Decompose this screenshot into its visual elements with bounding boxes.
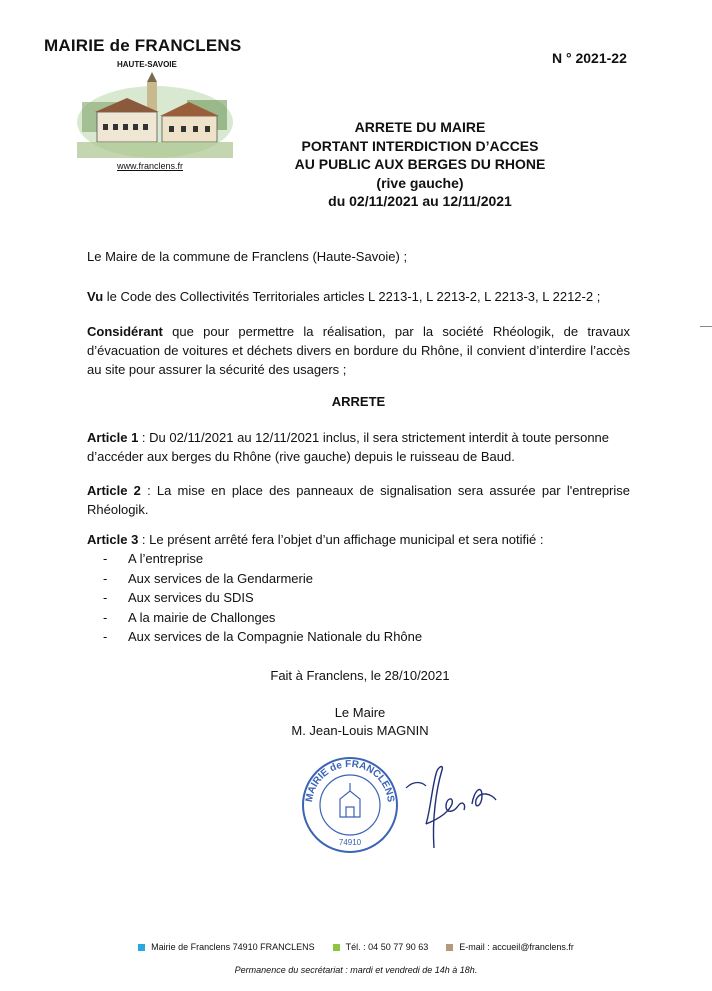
decree-title (270, 118, 570, 211)
margin-mark (700, 326, 712, 327)
list-dash: - (103, 629, 108, 644)
list-dash: - (103, 551, 108, 566)
place-date: Fait à Franclens, le 28/10/2021 (270, 668, 450, 683)
brown-square-icon (446, 944, 453, 951)
vu-label: Vu (87, 289, 104, 304)
list-item-text: A l’entreprise (128, 551, 204, 566)
footer-phone-text: Tél. : 04 50 77 90 63 (345, 942, 429, 952)
green-square-icon (333, 944, 340, 951)
decree-title-line: ARRETE DU MAIRE (354, 119, 486, 135)
list-dash: - (103, 590, 108, 605)
footer-phone (333, 942, 429, 952)
article-2-text: : La mise en place des panneaux de signalisation sera assurée par l'entreprise Rhéologik. (87, 483, 630, 517)
office-hours: Permanence du secrétariat : mardi et vendredi de 14h à 18h. (234, 965, 478, 975)
article-3 (87, 530, 630, 549)
list-item (103, 608, 422, 628)
list-dash: - (103, 570, 108, 586)
article-1-text: : Du 02/11/2021 au 12/11/2021 inclus, il sera strictement interdit à toute personne d’accéder aux berges du Rhône (rive gauche) depuis le ruisseau de Baud. (87, 430, 610, 464)
footer-email (446, 942, 574, 952)
document-number: N ° 2021-22 (552, 50, 627, 66)
mayor-name: M. Jean-Louis MAGNIN (291, 723, 429, 738)
footer-address (138, 942, 315, 952)
decree-title-line: du 02/11/2021 au 12/11/2021 (328, 193, 512, 209)
decree-title-line: (rive gauche) (376, 174, 464, 191)
list-dash: - (103, 609, 108, 625)
intro-paragraph: Le Maire de la commune de Franclens (Haute-Savoie) ; (87, 249, 408, 264)
considerant-text: que pour permettre la réalisation, par la société Rhéologik, de travaux d’évacuation de voitures et déchets divers en bordure du Rhône, il convient d’interdire l’accès au site pour assurer la sécurité des usagers ; (87, 324, 630, 377)
region-subtitle: HAUTE-SAVOIE (117, 60, 177, 69)
article-1-label: Article 1 (87, 430, 139, 445)
article-1 (87, 428, 630, 466)
list-item-text: Aux services de la Compagnie Nationale du Rhône (128, 629, 423, 644)
considerant-label: Considérant (87, 324, 163, 339)
decree-title-line: PORTANT INTERDICTION D’ACCES (301, 137, 539, 154)
mairie-title: MAIRIE de FRANCLENS (44, 36, 242, 55)
article-3-text: : Le présent arrêté fera l’objet d’un affichage municipal et sera notifié : (138, 532, 544, 547)
list-item (103, 549, 422, 569)
list-item-text: Aux services de la Gendarmerie (128, 570, 313, 586)
website-link[interactable]: www.franclens.fr (117, 161, 184, 171)
mayor-role: Le Maire (334, 705, 386, 720)
considerant-paragraph (87, 322, 630, 379)
footer-contact (0, 942, 712, 952)
article-2 (87, 481, 630, 519)
list-item (103, 569, 422, 589)
footer-address-text: Mairie de Franclens 74910 FRANCLENS (151, 942, 315, 952)
village-illustration (77, 72, 233, 158)
svg-text:MAIRIE de FRANCLENS (304, 759, 396, 803)
arrete-heading: ARRETE (331, 394, 386, 409)
footer-email-text[interactable]: E-mail : accueil@franclens.fr (459, 942, 574, 952)
seal-postcode: 74910 (338, 838, 362, 847)
vu-text: le Code des Collectivités Territoriales articles L 2213-1, L 2213-2, L 2213-3, L 2212-2 ; (103, 289, 601, 304)
official-seal (300, 755, 400, 855)
list-item-text: A la mairie de Challonges (128, 609, 276, 625)
seal-text: MAIRIE de FRANCLENS (303, 758, 396, 803)
mayor-signature (396, 760, 506, 855)
blue-square-icon (138, 944, 145, 951)
list-item (103, 627, 422, 647)
article-2-label: Article 2 (87, 483, 141, 498)
decree-title-line: AU PUBLIC AUX BERGES DU RHONE (294, 156, 546, 172)
list-item-text: Aux services du SDIS (128, 590, 254, 605)
notification-list (103, 549, 422, 647)
vu-paragraph (87, 287, 630, 306)
article-3-label: Article 3 (87, 532, 139, 547)
list-item (103, 588, 422, 608)
